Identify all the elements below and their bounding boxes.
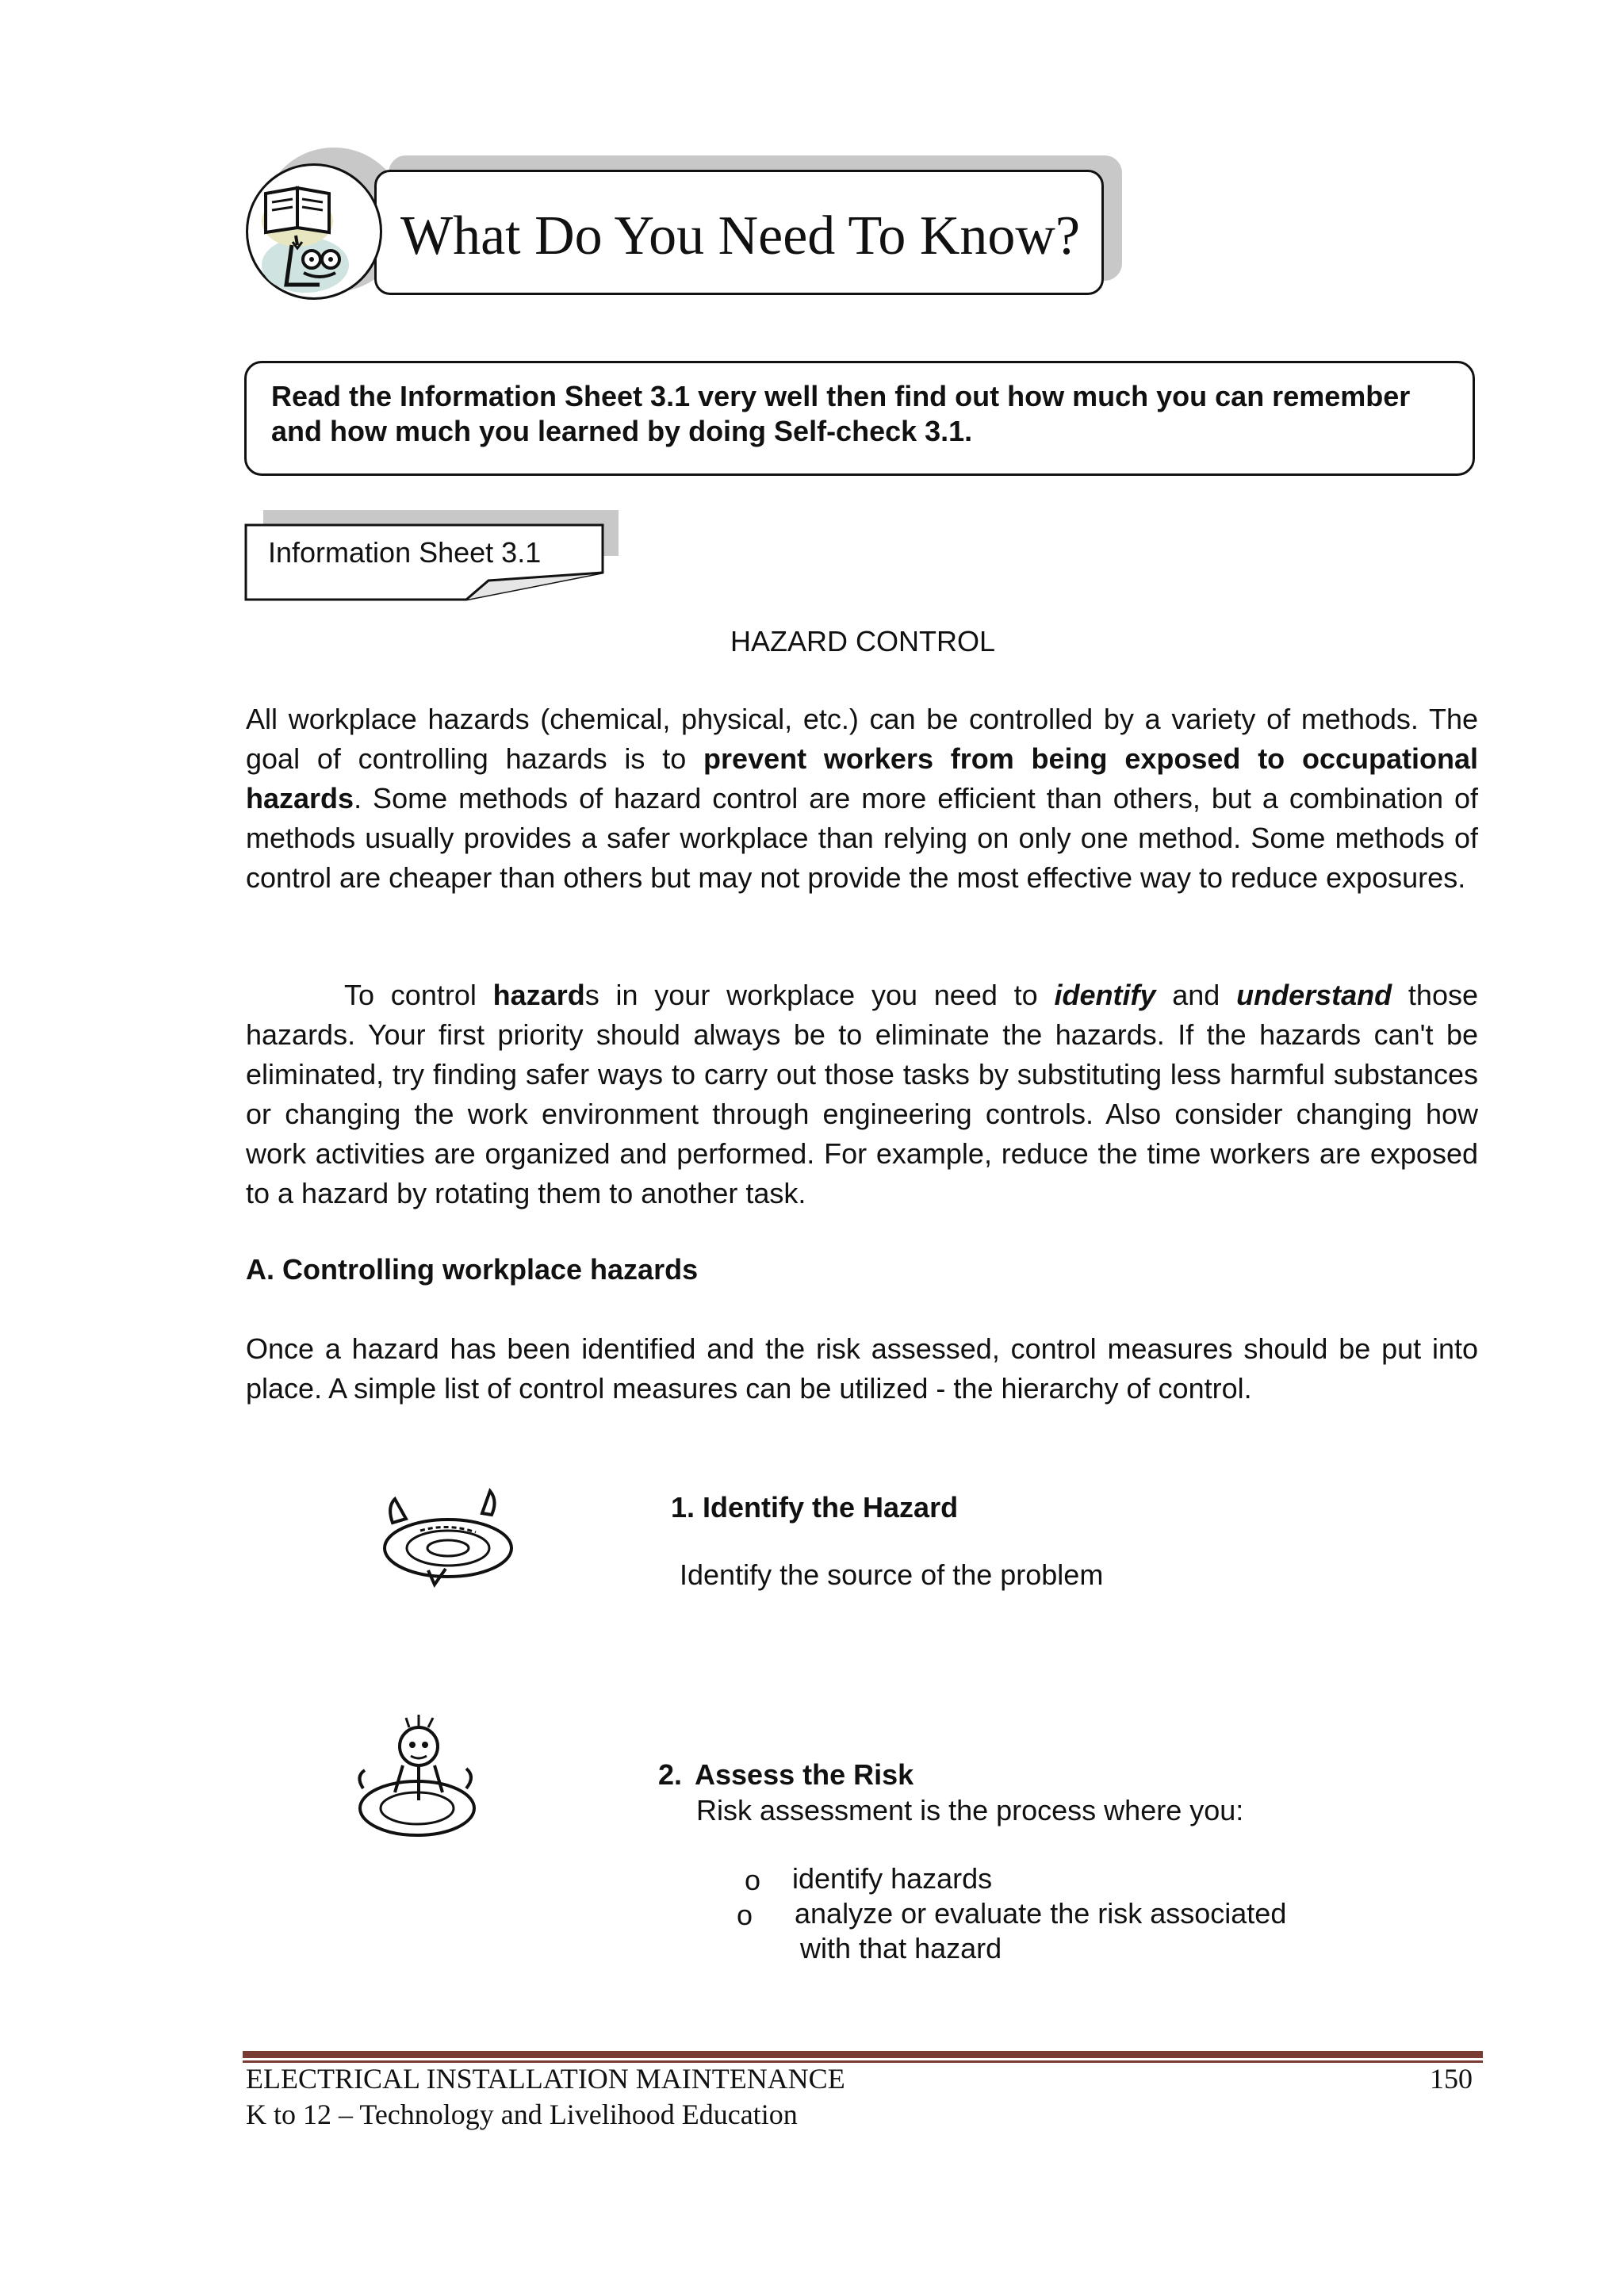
- step2-text: Risk assessment is the process where you:: [696, 1794, 1244, 1826]
- hazard-drain-illustration: [373, 1483, 523, 1594]
- step1-text: Identify the source of the problem: [680, 1558, 1104, 1591]
- paragraph-control: [246, 976, 1478, 1213]
- bullet-item-2-continued: with that hazard: [800, 1932, 1002, 1964]
- para2-identify: identify: [1054, 979, 1156, 1011]
- para2-text-a: To control: [344, 979, 493, 1011]
- footer-course-title: ELECTRICAL INSTALLATION MAINTENANCE: [246, 2063, 845, 2095]
- footer-program: K to 12 – Technology and Livelihood Education: [246, 2099, 798, 2130]
- para2-bold-hazard: hazard: [492, 979, 585, 1011]
- step2-title: Assess the Risk: [695, 1758, 914, 1791]
- step2-number: 2.: [658, 1758, 683, 1791]
- footer-rule-thick: [243, 2051, 1483, 2058]
- reading-person-icon: [248, 166, 380, 297]
- bullet-item-2: analyze or evaluate the risk associated: [795, 1897, 1287, 1930]
- bullet-marker-1: o: [745, 1864, 761, 1896]
- bullet-marker-2: o: [737, 1899, 753, 1931]
- info-sheet-label: Information Sheet 3.1: [268, 536, 542, 569]
- para2-understand: understand: [1236, 979, 1392, 1011]
- page-number: 150: [1430, 2063, 1473, 2095]
- section-title: HAZARD CONTROL: [730, 625, 996, 657]
- instruction-text: Read the Information Sheet 3.1 very well then find out how much you can remember and how much you learned by doing Self-check 3.1.: [271, 380, 1411, 447]
- subheading-controlling: A. Controlling workplace hazards: [246, 1253, 699, 1286]
- para1-text-a: All workplace hazards (chemical, physical, etc.) can be controlled by a variety of methods. The goal of controlling hazards is to: [246, 703, 1478, 775]
- banner-icon-circle: [246, 163, 382, 300]
- para2-text-g: those hazards. Your first priority should always be to eliminate the hazards. If the hazards can't be eliminated, try finding safer ways to carry out those tasks by substituting less harmful substances or changing the work environment through engineering controls. Also consider changing how work activities are organized and performed. For example, reduce the time workers are exposed to a hazard by rotating them to another task.: [246, 979, 1478, 1209]
- para2-text-c: s in your workplace you need to: [584, 979, 1055, 1011]
- person-in-hole-illustration: [347, 1713, 490, 1848]
- bullet-item-1: identify hazards: [792, 1862, 993, 1895]
- paragraph-intro: [246, 700, 1478, 898]
- paragraph-hierarchy: Once a hazard has been identified and the risk assessed, control measures should be put into place. A simple list of control measures can be utilized - the hierarchy of control.: [246, 1332, 1478, 1405]
- step1-title: 1. Identify the Hazard: [671, 1491, 959, 1524]
- banner-title: What Do You Need To Know?: [400, 205, 1081, 266]
- para2-text-e: and: [1155, 979, 1237, 1011]
- para1-bold: prevent workers from being exposed to occupational hazards: [246, 742, 1478, 815]
- para1-text-c: . Some methods of hazard control are more efficient than others, but a combination of methods usually provides a safer workplace than relying on only one method. Some methods of control are cheaper than others but may not provide the most effective way to reduce exposures.: [246, 782, 1478, 894]
